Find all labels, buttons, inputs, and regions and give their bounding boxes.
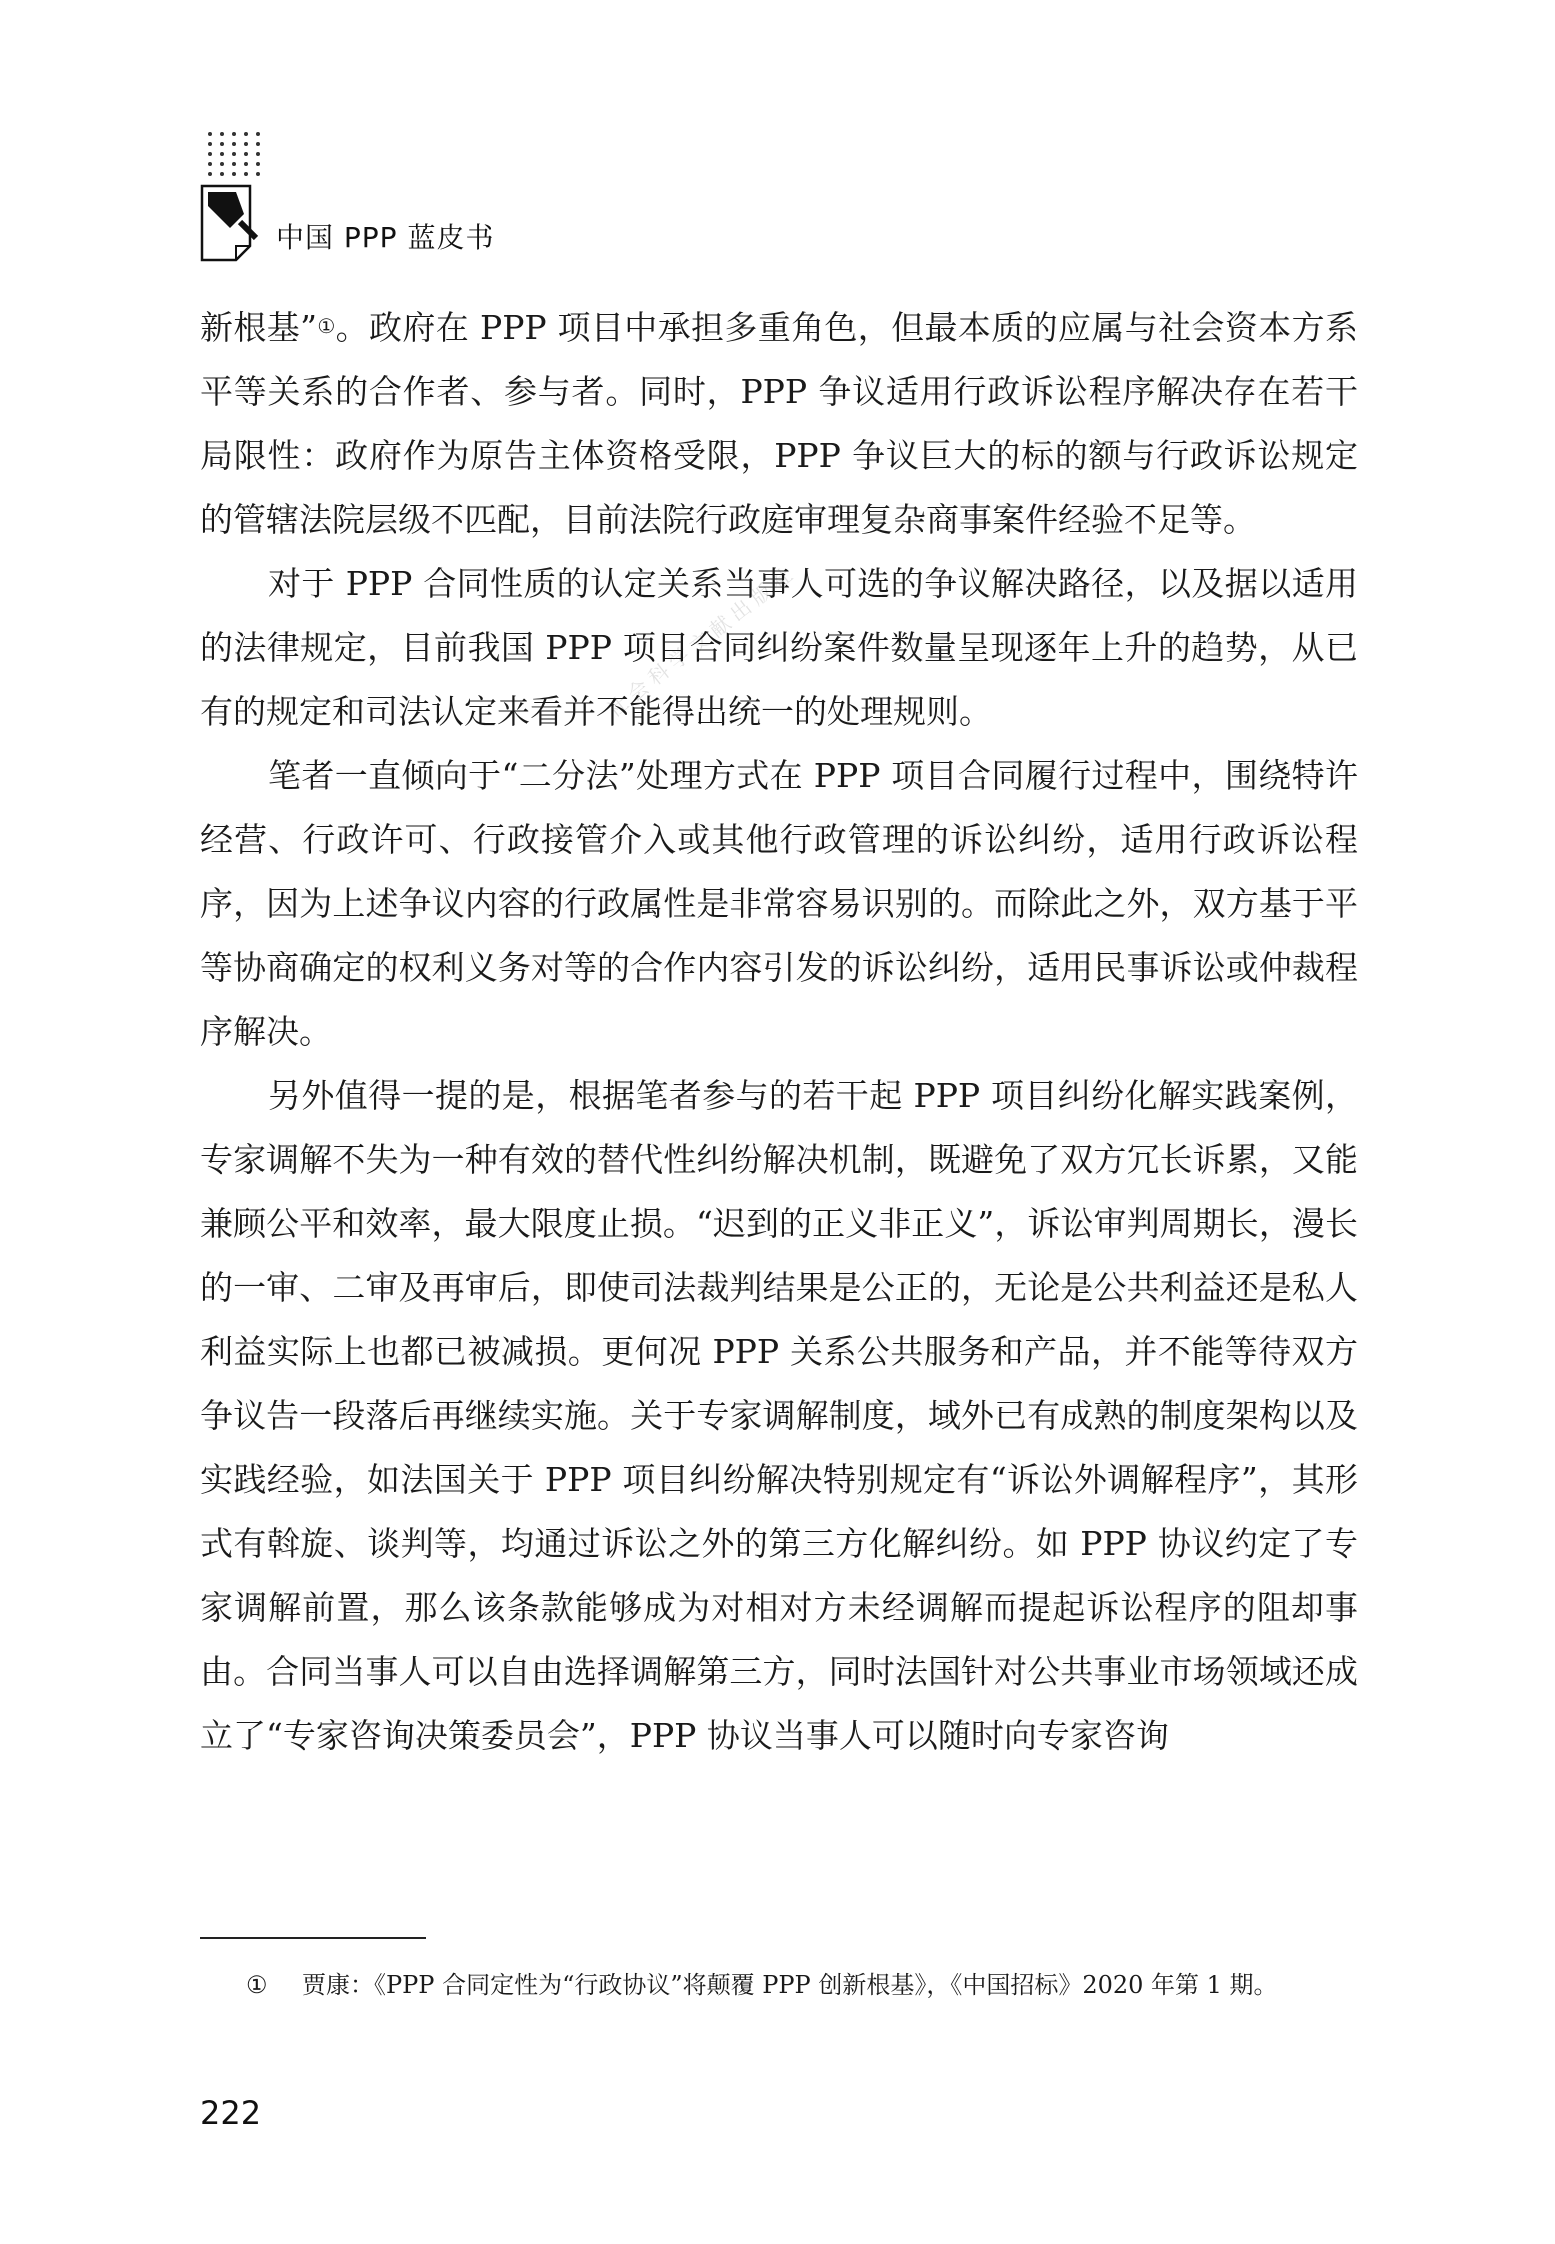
paragraph-3: 笔者一直倾向于“二分法”处理方式在 PPP 项目合同履行过程中，围绕特许经营、行政许可、行政接管介入或其他行政管理的诉讼纠纷，适用行政诉讼程序，因为上述争议内容的行政属性是非常容易识别的。而除此之外，双方基于平等协商确定的权利义务对等的合作内容引发的诉讼纠纷，适用民事诉讼或仲裁程序解决。 bbox=[200, 756, 1358, 1051]
footnote-text: 贾康：《PPP 合同定性为“行政协议”将颠覆 PPP 创新根基》，《中国招标》2020 年第 1 期。 bbox=[302, 1971, 1278, 1999]
paragraph-4: 另外值得一提的是，根据笔者参与的若干起 PPP 项目纠纷化解实践案例，专家调解不失为一种有效的替代性纠纷解决机制，既避免了双方冗长诉累，又能兼顾公平和效率，最大限度止损。“迟到的正义非正义”，诉讼审判周期长，漫长的一审、二审及再审后，即使司法裁判结果是公正的，无论是公共利益还是私人利益实际上也都已被减损。更何况 PPP 关系公共服务和产品，并不能等待双方争议告一段落后再继续实施。关于专家调解制度，域外已有成熟的制度架构以及实践经验，如法国关于 PPP 项目纠纷解决特别规定有“诉讼外调解程序”，其形式有斡旋、谈判等，均通过诉讼之外的第三方化解纠纷。如 PPP 协议约定了专家调解前置，那么该条款能够成为对相对方未经调解而提起诉讼程序的阻却事由。合同当事人可以自由选择调解第三方，同时法国针对公共事业市场领域还成立了“专家咨询决策委员会”，PPP 协议当事人可以随时向专家咨询 bbox=[200, 1076, 1358, 1755]
footnote bbox=[246, 1964, 1360, 2006]
footnote-divider bbox=[200, 1937, 426, 1939]
book-icon bbox=[200, 184, 262, 262]
paragraph-1-rest: 。政府在 PPP 项目中承担多重角色，但最本质的应属与社会资本方系平等关系的合作者、参与者。同时，PPP 争议适用行政诉讼程序解决存在若干局限性：政府作为原告主体资格受限，PPP 争议巨大的标的额与行政诉讼规定的管辖法院层级不匹配，目前法院行政庭审理复杂商事案件经验不足等。 bbox=[200, 308, 1358, 539]
series-title: 中国 PPP 蓝皮书 bbox=[276, 221, 495, 254]
running-header bbox=[200, 118, 620, 268]
page-number: 222 bbox=[200, 2094, 262, 2132]
watermark: 社会科学文献出版社 bbox=[602, 559, 802, 723]
paragraph-1-start: 新根基” bbox=[200, 308, 317, 347]
paragraph-1 bbox=[200, 296, 1358, 552]
footnote-reference[interactable]: ① bbox=[316, 314, 336, 338]
footnote-mark: ① bbox=[246, 1971, 268, 1999]
paragraph-2: 对于 PPP 合同性质的认定关系当事人可选的争议解决路径，以及据以适用的法律规定，目前我国 PPP 项目合同纠纷案件数量呈现逐年上升的趋势，从已有的规定和司法认定来看并不能得出统一的处理规则。 bbox=[200, 564, 1358, 731]
main-text bbox=[200, 296, 1358, 1768]
dot-grid-ornament bbox=[204, 128, 264, 184]
